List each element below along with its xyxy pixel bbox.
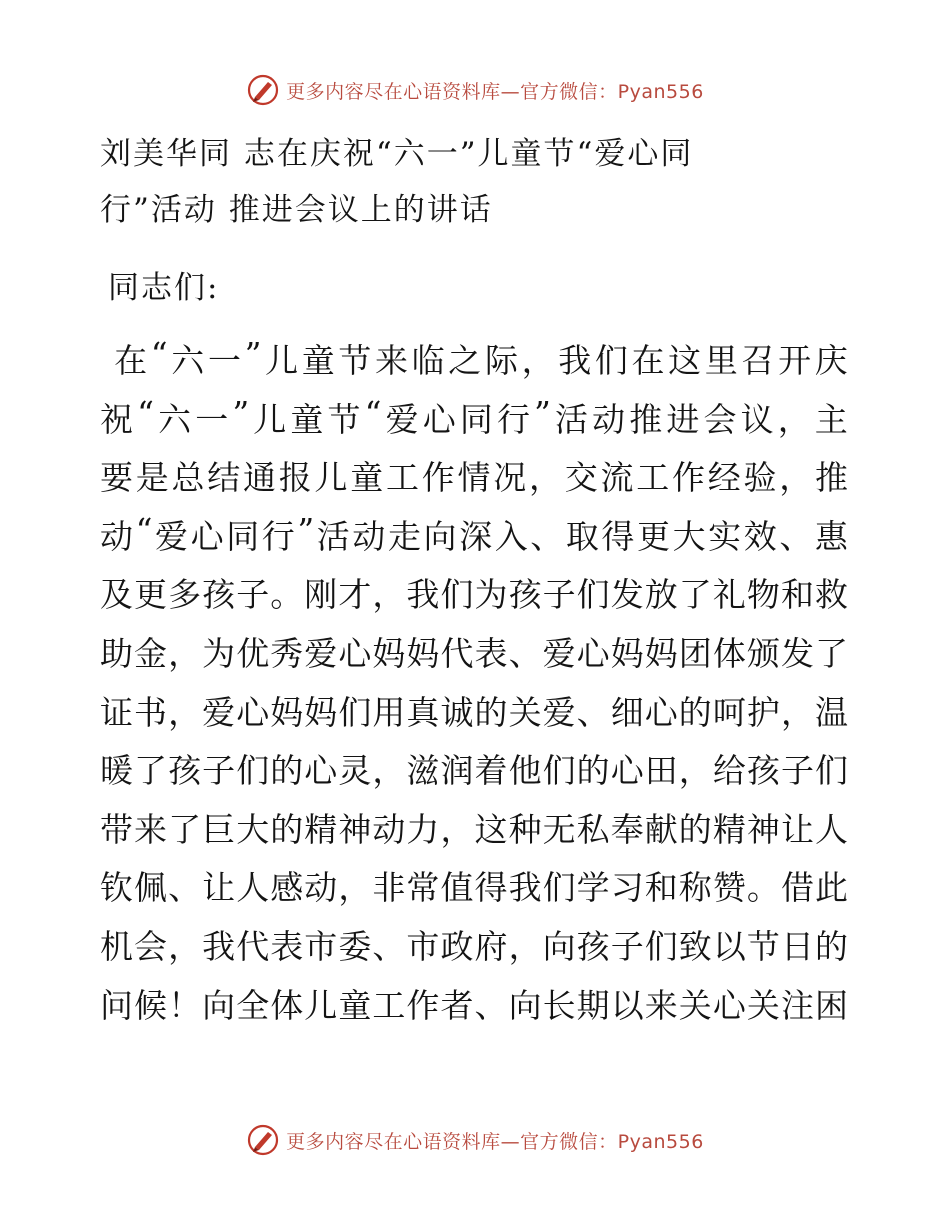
body-line: 暖 了 孩 子 们 的 心 灵 ， 滋 润 着 他 们 的 心 田 ， 给 孩 子 们 bbox=[100, 751, 848, 791]
body-line: 证 书 ， 爱 心 妈 妈 们 用 真 诚 的 关 爱 、 细 心 的 呵 护 ， 温 bbox=[100, 692, 848, 732]
body-line: 在 “ 六 一 ” 儿 童 节 来 临 之 际 ， 我 们 在 这 里 召 开 庆 bbox=[114, 335, 848, 380]
body-line: 要 是 总 结 通 报 儿 童 工 作 情 况 ， 交 流 工 作 经 验 ， 推 bbox=[100, 458, 848, 498]
document-title-line-2: 行”活动 推进会议上的讲话 bbox=[100, 192, 493, 228]
pen-logo-icon bbox=[246, 1123, 280, 1157]
footer-banner-text: 更多内容尽在心语资料库—官方微信：Pyan556 bbox=[286, 1130, 704, 1153]
greeting: 同志们: bbox=[108, 270, 220, 306]
header-banner bbox=[0, 70, 950, 110]
header-banner-text: 更多内容尽在心语资料库—官方微信：Pyan556 bbox=[286, 80, 704, 103]
footer-banner bbox=[0, 1120, 950, 1160]
body-line: 钦 佩 、 让 人 感 动 ， 非 常 值 得 我 们 学 习 和 称 赞 。 借 此 bbox=[100, 868, 848, 908]
body-line: 机 会 ， 我 代 表 市 委 、 市 政 府 ， 向 孩 子 们 致 以 节 日 的 bbox=[100, 927, 848, 966]
body-line: 动 “ 爱 心 同 行 ” 活 动 走 向 深 入 、 取 得 更 大 实 效 、 惠 bbox=[100, 510, 848, 556]
body-line: 助 金 ， 为 优 秀 爱 心 妈 妈 代 表 、 爱 心 妈 妈 团 体 颁 发 了 bbox=[100, 634, 848, 673]
document-title-line-1: 刘美华同 志在庆祝“六一”儿童节“爱心同 bbox=[100, 136, 694, 172]
body-line: 带 来 了 巨 大 的 精 神 动 力 ， 这 种 无 私 奉 献 的 精 神 让 人 bbox=[100, 809, 848, 849]
pen-logo-icon bbox=[246, 73, 280, 107]
body-line: 问 候 ！ 向 全 体 儿 童 工 作 者 、 向 长 期 以 来 关 心 关 注 困 bbox=[100, 985, 848, 1025]
body-line: 及 更 多 孩 子 。 刚 才 ， 我 们 为 孩 子 们 发 放 了 礼 物 和 救 bbox=[100, 575, 848, 615]
body-line: 祝 “ 六 一 ” 儿 童 节 “ 爱 心 同 行 ” 活 动 推 进 会 议 ， 主 bbox=[100, 393, 848, 439]
